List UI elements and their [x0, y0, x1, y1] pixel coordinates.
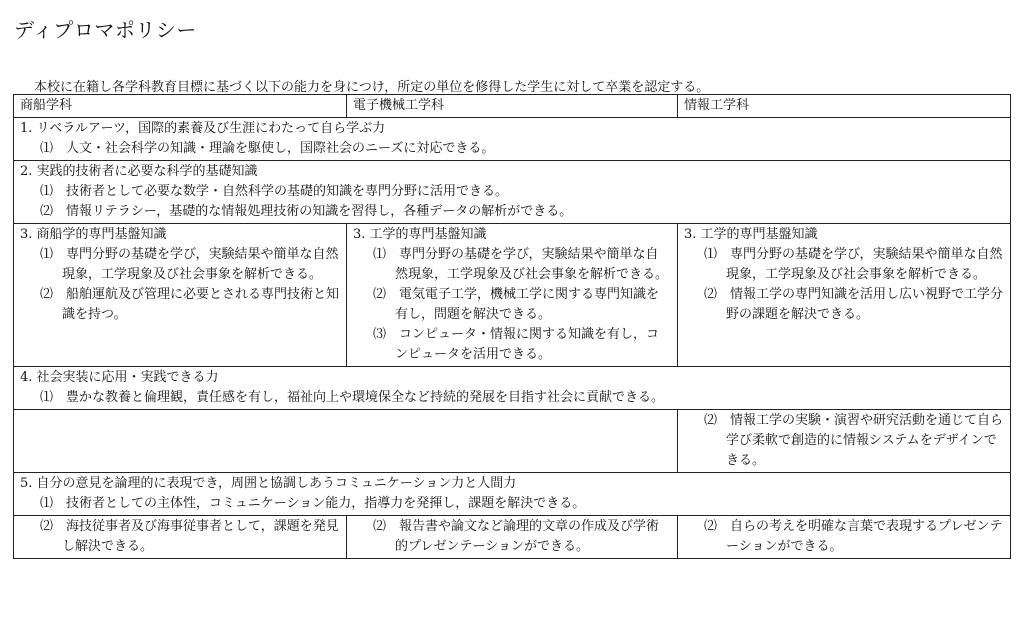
section-3-row [14, 224, 1011, 367]
section-3-info-heading: 3. 工学的専門基盤知識 [684, 227, 818, 242]
section-4-item-1: ⑴ 豊かな教養と倫理観，責任感を有し，福祉向上や環境保全など持続的発展を目指す社会に貢献できる。 [40, 390, 665, 405]
section-5-dept-row [14, 516, 1011, 559]
diploma-policy-table [13, 94, 1011, 559]
section-4-info-cell [678, 410, 1011, 473]
section-5-maritime-item: ⑵ 海技従事者及び海事従事者として，課題を発見し解決できる。 [40, 519, 339, 554]
section-4-empty-cell [14, 410, 678, 473]
section-3-maritime-heading: 3. 商船学的専門基盤知識 [20, 227, 167, 242]
section-5-info-item: ⑵ 自らの考えを明確な言葉で表現するプレゼンテーションができる。 [704, 519, 1003, 554]
section-5-electro-item: ⑵ 報告書や論文など論理的文章の作成及び学術的プレゼンテーションができる。 [373, 519, 660, 554]
section-3-electro-heading: 3. 工学的専門基盤知識 [353, 227, 487, 242]
department-maritime: 商船学科 [14, 95, 347, 118]
section-4-row [14, 367, 1011, 410]
section-4-heading: 4. 社会実装に応用・実践できる力 [20, 370, 219, 385]
section-5-row [14, 473, 1011, 516]
section-2-row [14, 161, 1011, 224]
section-3-electro-cell [347, 224, 678, 367]
section-3-electro-item-1: ⑴ 専門分野の基礎を学び，実験結果や簡単な自然現象，工学現象及び社会事象を解析できる。 [373, 247, 669, 282]
section-5-info-cell [678, 516, 1011, 559]
section-4-cell [14, 367, 1011, 410]
section-5-maritime-cell [14, 516, 347, 559]
department-information: 情報工学科 [678, 95, 1011, 118]
section-3-electro-item-3: ⑶ コンピュータ・情報に関する知識を有し，コンピュータを活用できる。 [373, 327, 660, 362]
section-3-info-item-2: ⑵ 情報工学の専門知識を活用し広い視野で工学分野の課題を解決できる。 [704, 287, 1004, 322]
section-5-cell [14, 473, 1011, 516]
section-2-cell [14, 161, 1011, 224]
page-title: ディプロマポリシー [14, 18, 197, 42]
department-electro-mechanical: 電子機械工学科 [347, 95, 678, 118]
section-1-item-1: ⑴ 人文・社会科学の知識・理論を駆使し，国際社会のニーズに対応できる。 [40, 141, 495, 156]
section-1-heading: 1. リベラルアーツ，国際的素養及び生涯にわたって自ら学ぶ力 [20, 121, 386, 136]
section-3-maritime-cell [14, 224, 347, 367]
department-header-row [14, 95, 1011, 118]
section-2-item-1: ⑴ 技術者として必要な数学・自然科学の基礎的知識を専門分野に活用できる。 [40, 184, 509, 199]
section-1-row [14, 118, 1011, 161]
section-4-info-row [14, 410, 1011, 473]
section-3-electro-item-2: ⑵ 電気電子工学，機械工学に関する専門知識を有し，問題を解決できる。 [373, 287, 660, 322]
section-1-cell [14, 118, 1011, 161]
section-3-info-item-1: ⑴ 専門分野の基礎を学び，実験結果や簡単な自然現象，工学現象及び社会事象を解析できる。 [704, 247, 1003, 282]
section-3-maritime-item-2: ⑵ 船舶運航及び管理に必要とされる専門技術と知識を持つ。 [40, 287, 340, 322]
section-5-heading: 5. 自分の意見を論理的に表現でき，周囲と協調しあうコミュニケーション力と人間力 [20, 476, 517, 491]
section-2-item-2: ⑵ 情報リテラシー，基礎的な情報処理技術の知識を習得し，各種データの解析ができる。 [40, 204, 573, 219]
section-3-maritime-item-1: ⑴ 専門分野の基礎を学び，実験結果や簡単な自然現象，工学現象及び社会事象を解析できる。 [40, 247, 339, 282]
section-4-info-item: ⑵ 情報工学の実験・演習や研究活動を通じて自ら学び柔軟で創造的に情報システムをデザインできる。 [704, 413, 1004, 468]
section-3-info-cell [678, 224, 1011, 367]
section-2-heading: 2. 実践的技術者に必要な科学的基礎知識 [20, 164, 258, 179]
section-5-item-1: ⑴ 技術者としての主体性，コミュニケーション能力，指導力を発揮し，課題を解決できる。 [40, 496, 586, 511]
intro-text: 本校に在籍し各学科教育目標に基づく以下の能力を身につけ，所定の単位を修得した学生に対して卒業を認定する。 [34, 80, 710, 95]
section-5-electro-cell [347, 516, 678, 559]
